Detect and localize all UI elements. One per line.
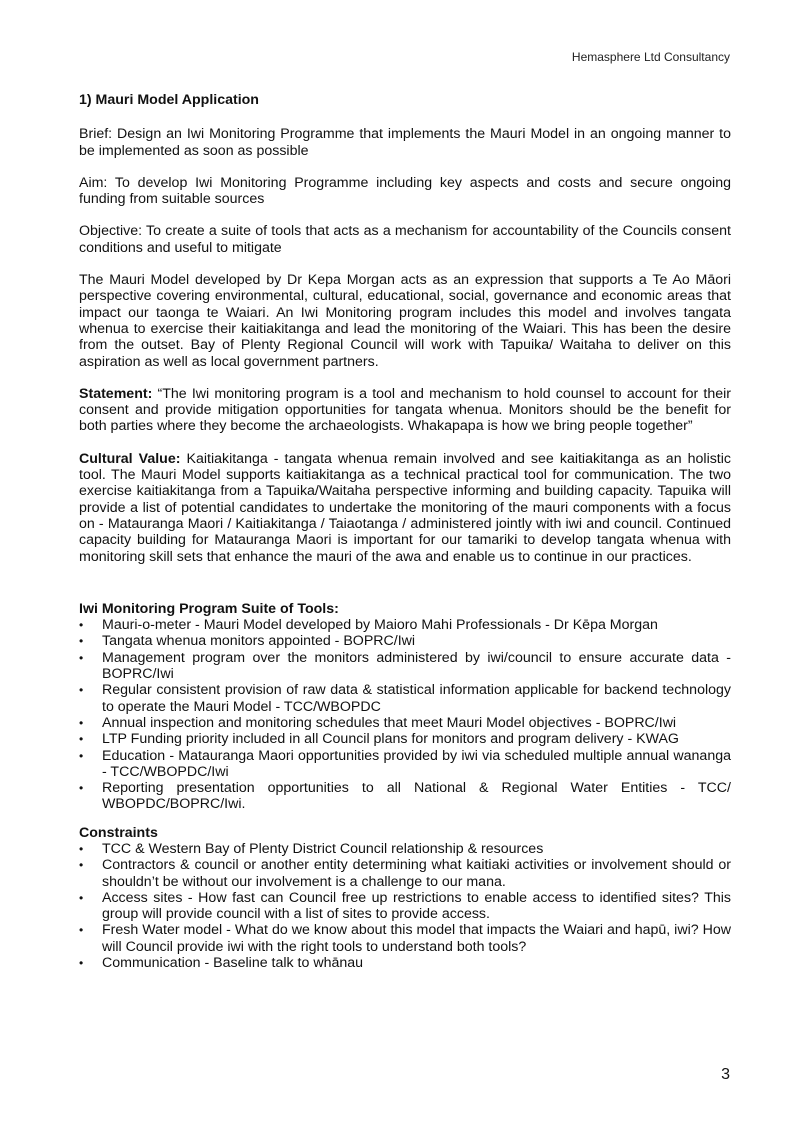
section-heading: 1) Mauri Model Application: [79, 92, 259, 108]
cultural-value-label: Cultural Value:: [79, 450, 181, 467]
tools-list: [79, 617, 731, 813]
list-item: • Regular consistent provision of raw data & statistical information applicable for backend technology to operate the Mauri Model - TCC/WBOPDC: [79, 682, 731, 715]
header-company: Hemasphere Ltd Consultancy: [571, 50, 730, 64]
list-item: • Access sites - How fast can Council free up restrictions to enable access to identified sites? This group will provide council with a list of sites to provide access.: [79, 890, 731, 923]
aim-paragraph: Aim: To develop Iwi Monitoring Programme including key aspects and costs and secure ongoing funding from suitable sources: [79, 174, 731, 208]
cultural-value-text: Kaitiakitanga - tangata whenua remain involved and see kaitiakitanga as an holistic tool. The Mauri Model supports kaitiakitanga as a technical practical tool for communication. The two exercise kaitiakitanga from a Tapuika/Waitaha perspective informing and building capacity. Tapuika will provide a list of potential candidates to undertake the monitoring of the mauri components with a focus on - Matauranga Maori / Kaitiakitanga / Taiaotanga / administered jointly with iwi and council. Continued capacity building for Matauranga Maori is important for our tamariki to develop tangata whenua with monitoring skill sets that enhance the mauri of the awa and enable us to continue in our practices.: [79, 450, 731, 565]
document-body: [79, 92, 731, 971]
list-item: • Fresh Water model - What do we know about this model that impacts the Waiari and hapū, iwi? How will Council provide iwi with the right tools to understand both tools?: [79, 922, 731, 955]
list-item: • TCC & Western Bay of Plenty District Council relationship & resources: [79, 841, 731, 857]
intro-paragraph: The Mauri Model developed by Dr Kepa Morgan acts as an expression that supports a Te Ao Māori perspective covering environmental, cultural, educational, social, governance and economic areas that impact our taonga te Waiari. An Iwi Monitoring program includes this model and involves tangata whenua to exercise their kaitiakitanga and lead the monitoring of the Waiari. This has been the desire from the outset. Bay of Plenty Regional Council will work with Tapuika/ Waitaha to deliver on this aspiration as well as local government partners.: [79, 272, 731, 370]
list-item: • Reporting presentation opportunities to all National & Regional Water Entities - TCC/ WBOPDC/BOPRC/Iwi.: [79, 780, 731, 813]
statement-paragraph: [79, 386, 731, 435]
list-item: • Communication - Baseline talk to whānau: [79, 955, 731, 971]
list-item: • Management program over the monitors administered by iwi/council to ensure accurate data - BOPRC/Iwi: [79, 650, 731, 683]
cultural-value-paragraph: [79, 451, 731, 565]
list-item: • Education - Matauranga Maori opportunities provided by iwi via scheduled multiple annual wananga - TCC/WBOPDC/Iwi: [79, 748, 731, 781]
list-item: • Tangata whenua monitors appointed - BOPRC/Iwi: [79, 633, 731, 649]
list-item: • Contractors & council or another entity determining what kaitiaki activities or involvement should or shouldn’t be without our involvement is a challenge to our mana.: [79, 857, 731, 890]
list-item: • Annual inspection and monitoring schedules that meet Mauri Model objectives - BOPRC/Iwi: [79, 715, 731, 731]
list-item: • LTP Funding priority included in all Council plans for monitors and program delivery - KWAG: [79, 731, 731, 747]
objective-paragraph: Objective: To create a suite of tools that acts as a mechanism for accountability of the Councils consent conditions and useful to mitigate: [79, 223, 731, 256]
constraints-list: [79, 841, 731, 971]
tools-title: Iwi Monitoring Program Suite of Tools:: [79, 600, 339, 617]
statement-text: “The Iwi monitoring program is a tool and mechanism to hold counsel to account for their consent and provide mitigation opportunities for tangata whenua. Monitors should be the benefit for both parties where they become the archaeologists. Whakapapa is how we bring people together”: [79, 385, 731, 435]
brief-paragraph: Brief: Design an Iwi Monitoring Programme that implements the Mauri Model in an ongoing manner to be implemented as soon as possible: [79, 126, 731, 159]
statement-label: Statement:: [79, 385, 153, 402]
list-item: • Mauri-o-meter - Mauri Model developed by Maioro Mahi Professionals - Dr Kēpa Morgan: [79, 617, 731, 633]
constraints-title: Constraints: [79, 824, 158, 841]
page-number: 3: [721, 1066, 730, 1083]
